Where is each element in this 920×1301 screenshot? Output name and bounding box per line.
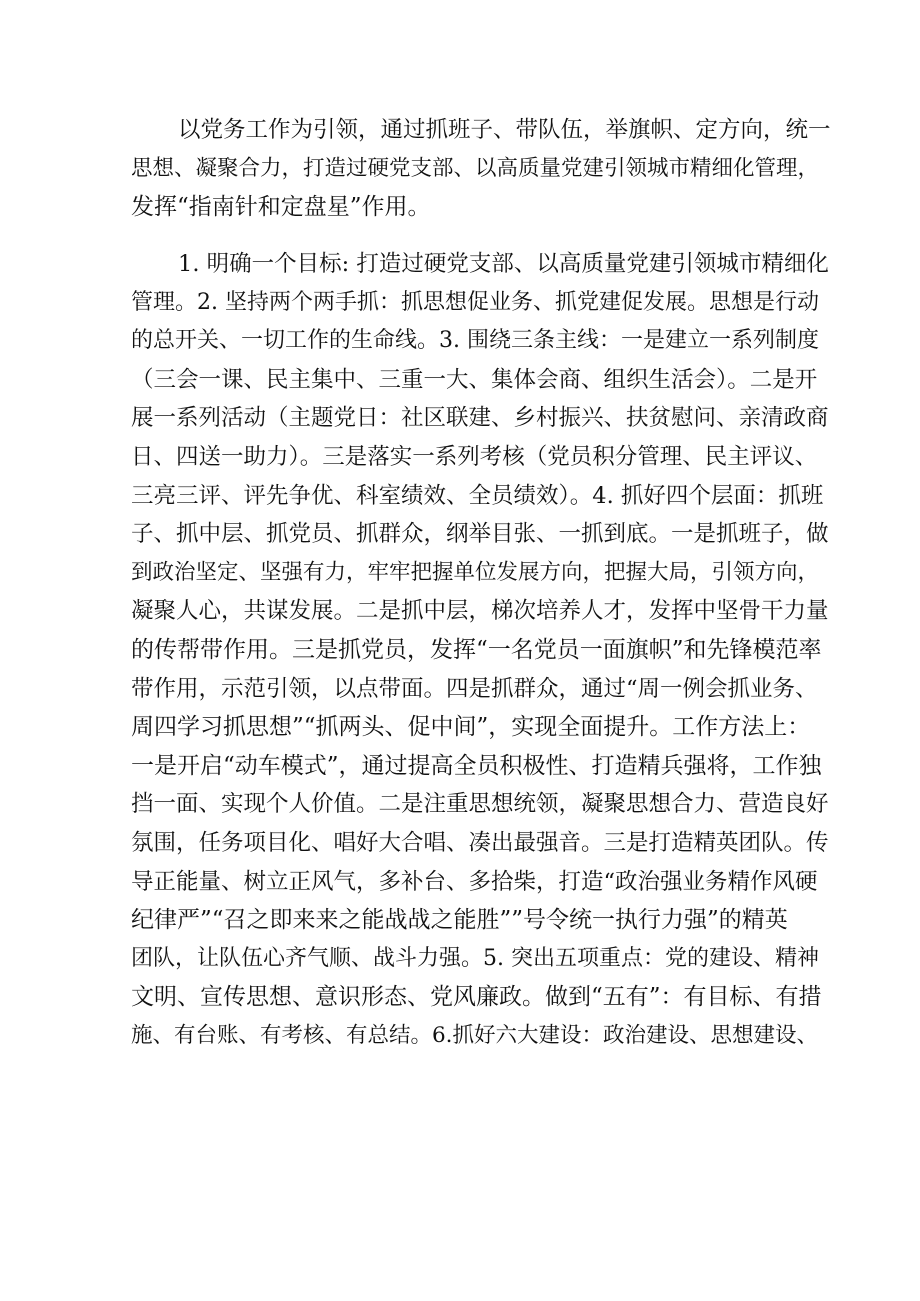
text-line: 一是开启“动车模式”，通过提高全员积极性、打造精兵强将，工作独 <box>131 752 822 779</box>
text-line: 管理。2. 坚持两个两手抓：抓思想促业务、抓党建促发展。思想是行动 <box>131 289 819 315</box>
text-line: （三会一课、民主集中、三重一大、集体会商、组织生活会）。二是开 <box>131 366 818 393</box>
text-line: 导正能量、树立正风气，多补台、多拾柴，打造“政治强业务精作风硬 <box>131 868 818 895</box>
text-line: 展一系列活动（主题党日：社区联建、乡村振兴、扶贫慰问、亲清政商 <box>131 405 829 432</box>
text-line: 发挥“指南针和定盘星”作用。 <box>131 194 431 221</box>
text-line: 带作用，示范引领，以点带面。四是抓群众，通过“周一例会抓业务、 <box>131 675 818 702</box>
text-line: 挡一面、实现个人价值。二是注重思想统领，凝聚思想合力、营造良好 <box>131 791 829 818</box>
text-line: 团队，让队伍心齐气顺、战斗力强。5. 突出五项重点：党的建设、精神 <box>131 945 819 971</box>
text-line: 到政治坚定、坚强有力，牢牢把握单位发展方向，把握大局，引领方向， <box>131 559 820 585</box>
text-line: 周四学习抓思想”“抓两头、促中间”，实现全面提升。工作方法上： <box>131 714 811 741</box>
text-line: 纪律严”“召之即来来之能战战之能胜””号令统一执行力强”的精英 <box>131 907 788 934</box>
body-paragraph-intro <box>131 111 831 227</box>
text-line: 以党务工作为引领，通过抓班子、带队伍，举旗帜、定方向，统一 <box>178 117 831 143</box>
text-line: 文明、宣传思想、意识形态、党风廉政。做到“五有”：有目标、有措 <box>131 984 822 1011</box>
text-line: 凝聚人心，共谋发展。二是抓中层，梯次培养人才，发挥中坚骨干力量 <box>131 598 829 625</box>
text-line: 子、抓中层、抓党员、抓群众，纲举目张、一抓到底。一是抓班子，做 <box>131 521 829 548</box>
text-line: 氛围，任务项目化、唱好大合唱、凑出最强音。三是打造精英团队。传 <box>131 829 829 856</box>
text-line: 1. 明确一个目标: 打造过硬党支部、以高质量党建引领城市精细化 <box>178 251 829 277</box>
text-line: 三亮三评、评先争优、科室绩效、全员绩效）。4. 抓好四个层面：抓班 <box>131 482 824 509</box>
text-line: 施、有台账、有考核、有总结。6.抓好六大建设：政治建设、思想建设、 <box>131 1022 819 1048</box>
body-paragraph-main <box>131 245 831 1055</box>
text-line: 思想、凝聚合力，打造过硬党支部、以高质量党建引领城市精细化管理， <box>131 155 820 181</box>
text-line: 的总开关、一切工作的生命线。3. 围绕三条主线：一是建立一系列制度 <box>131 328 819 354</box>
text-line: 日、四送一助力）。三是落实一系列考核（党员积分管理、民主评议、 <box>131 443 818 470</box>
text-line: 的传帮带作用。三是抓党员，发挥“一名党员一面旗帜”和先锋模范率 <box>131 636 822 663</box>
